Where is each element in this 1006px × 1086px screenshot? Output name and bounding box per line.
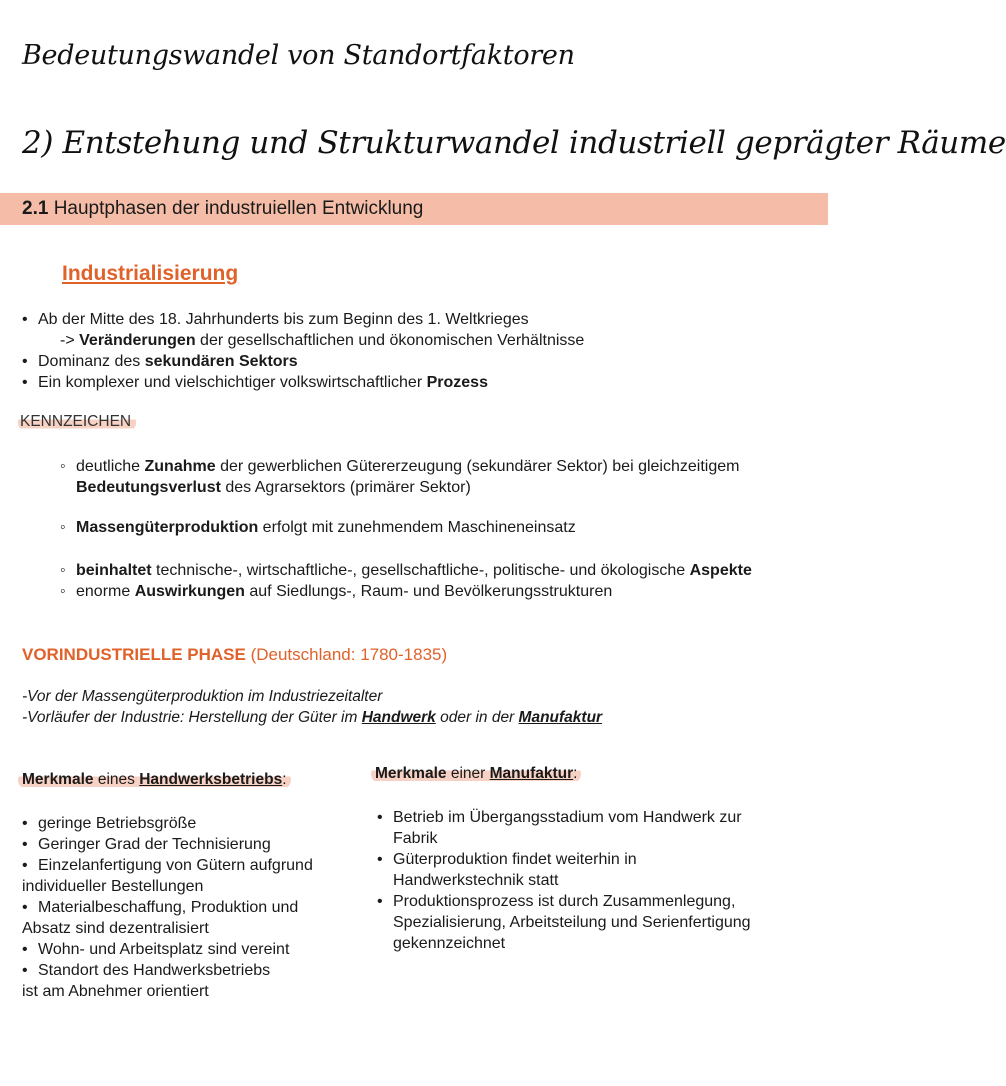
intro-list [22,309,584,393]
document-title: Bedeutungswandel von Standortfaktoren [22,40,575,71]
list-item: • Wohn- und Arbeitsplatz sind vereint [22,941,290,958]
phase-line: -Vor der Massengüterproduktion im Industriezeitalter [22,688,383,705]
chapter-title: 2) Entstehung und Strukturwandel industriell geprägter Räume [22,125,1006,161]
list-item: individueller Bestellungen [22,878,204,895]
list-item: • Standort des Handwerksbetriebs [22,962,271,979]
list-item: • Ein komplexer und vielschichtiger volkswirtschaftlicher Prozess [22,374,488,391]
list-item: Handwerkstechnik statt [393,872,559,889]
list-item: • Güterproduktion findet weiterhin in [377,851,637,868]
list-item: • Geringer Grad der Technisierung [22,836,271,853]
list-item: • geringe Betriebsgröße [22,815,197,832]
list-item: • Dominanz des sekundären Sektors [22,353,298,370]
handwerk-list [22,813,352,1002]
section-number: 2.1 [22,198,49,219]
list-item: ist am Abnehmer orientiert [22,983,209,1000]
list-item: -> Veränderungen der gesellschaftlichen und ökonomischen Verhältnisse [60,332,585,349]
phase-heading: VORINDUSTRIELLE PHASE (Deutschland: 1780-1835) [22,645,448,664]
heading-industrialisierung: Industrialisierung [62,262,239,285]
section-label: Hauptphasen der industruiellen Entwicklung [53,198,424,219]
handwerk-heading: Merkmale eines Handwerksbetriebs: [18,771,291,789]
list-item: Fabrik [393,830,438,847]
list-item: • Produktionsprozess ist durch Zusammenlegung, [377,893,736,910]
phase-line: -Vorläufer der Industrie: Herstellung der Güter im Handwerk oder in der Manufaktur [22,709,603,726]
kennzeichen-label: KENNZEICHEN [18,413,136,431]
manufaktur-heading: Merkmale einer Manufaktur: [371,765,581,783]
list-item: • Materialbeschaffung, Produktion und [22,899,299,916]
list-item: • Ab der Mitte des 18. Jahrhunderts bis zum Beginn des 1. Weltkrieges [22,311,529,328]
list-item: gekennzeichnet [393,935,506,952]
kennzeichen-item: ◦ beinhaltet technische-, wirtschaftliche-, gesellschaftliche-, politische- und ökologische Aspekte ◦ enorme Auswirkungen auf Siedlungs-, Raum- und Bevölkerungsstrukturen [60,562,752,600]
list-item: • Betrieb im Übergangsstadium vom Handwerk zur [377,809,742,826]
list-item: Absatz sind dezentralisiert [22,920,209,937]
manufaktur-list [377,807,807,954]
list-item: Spezialisierung, Arbeitsteilung und Serienfertigung [393,914,751,931]
kennzeichen-item: ◦ deutliche Zunahme der gewerblichen Gütererzeugung (sekundärer Sektor) bei gleichzeitigem Bedeutungsverlust des Agrarsektors (primärer Sektor) [60,458,740,496]
section-heading [22,198,423,220]
kennzeichen-item: ◦ Massengüterproduktion erfolgt mit zunehmendem Maschineneinsatz [60,519,576,536]
list-item: • Einzelanfertigung von Gütern aufgrund [22,857,313,874]
